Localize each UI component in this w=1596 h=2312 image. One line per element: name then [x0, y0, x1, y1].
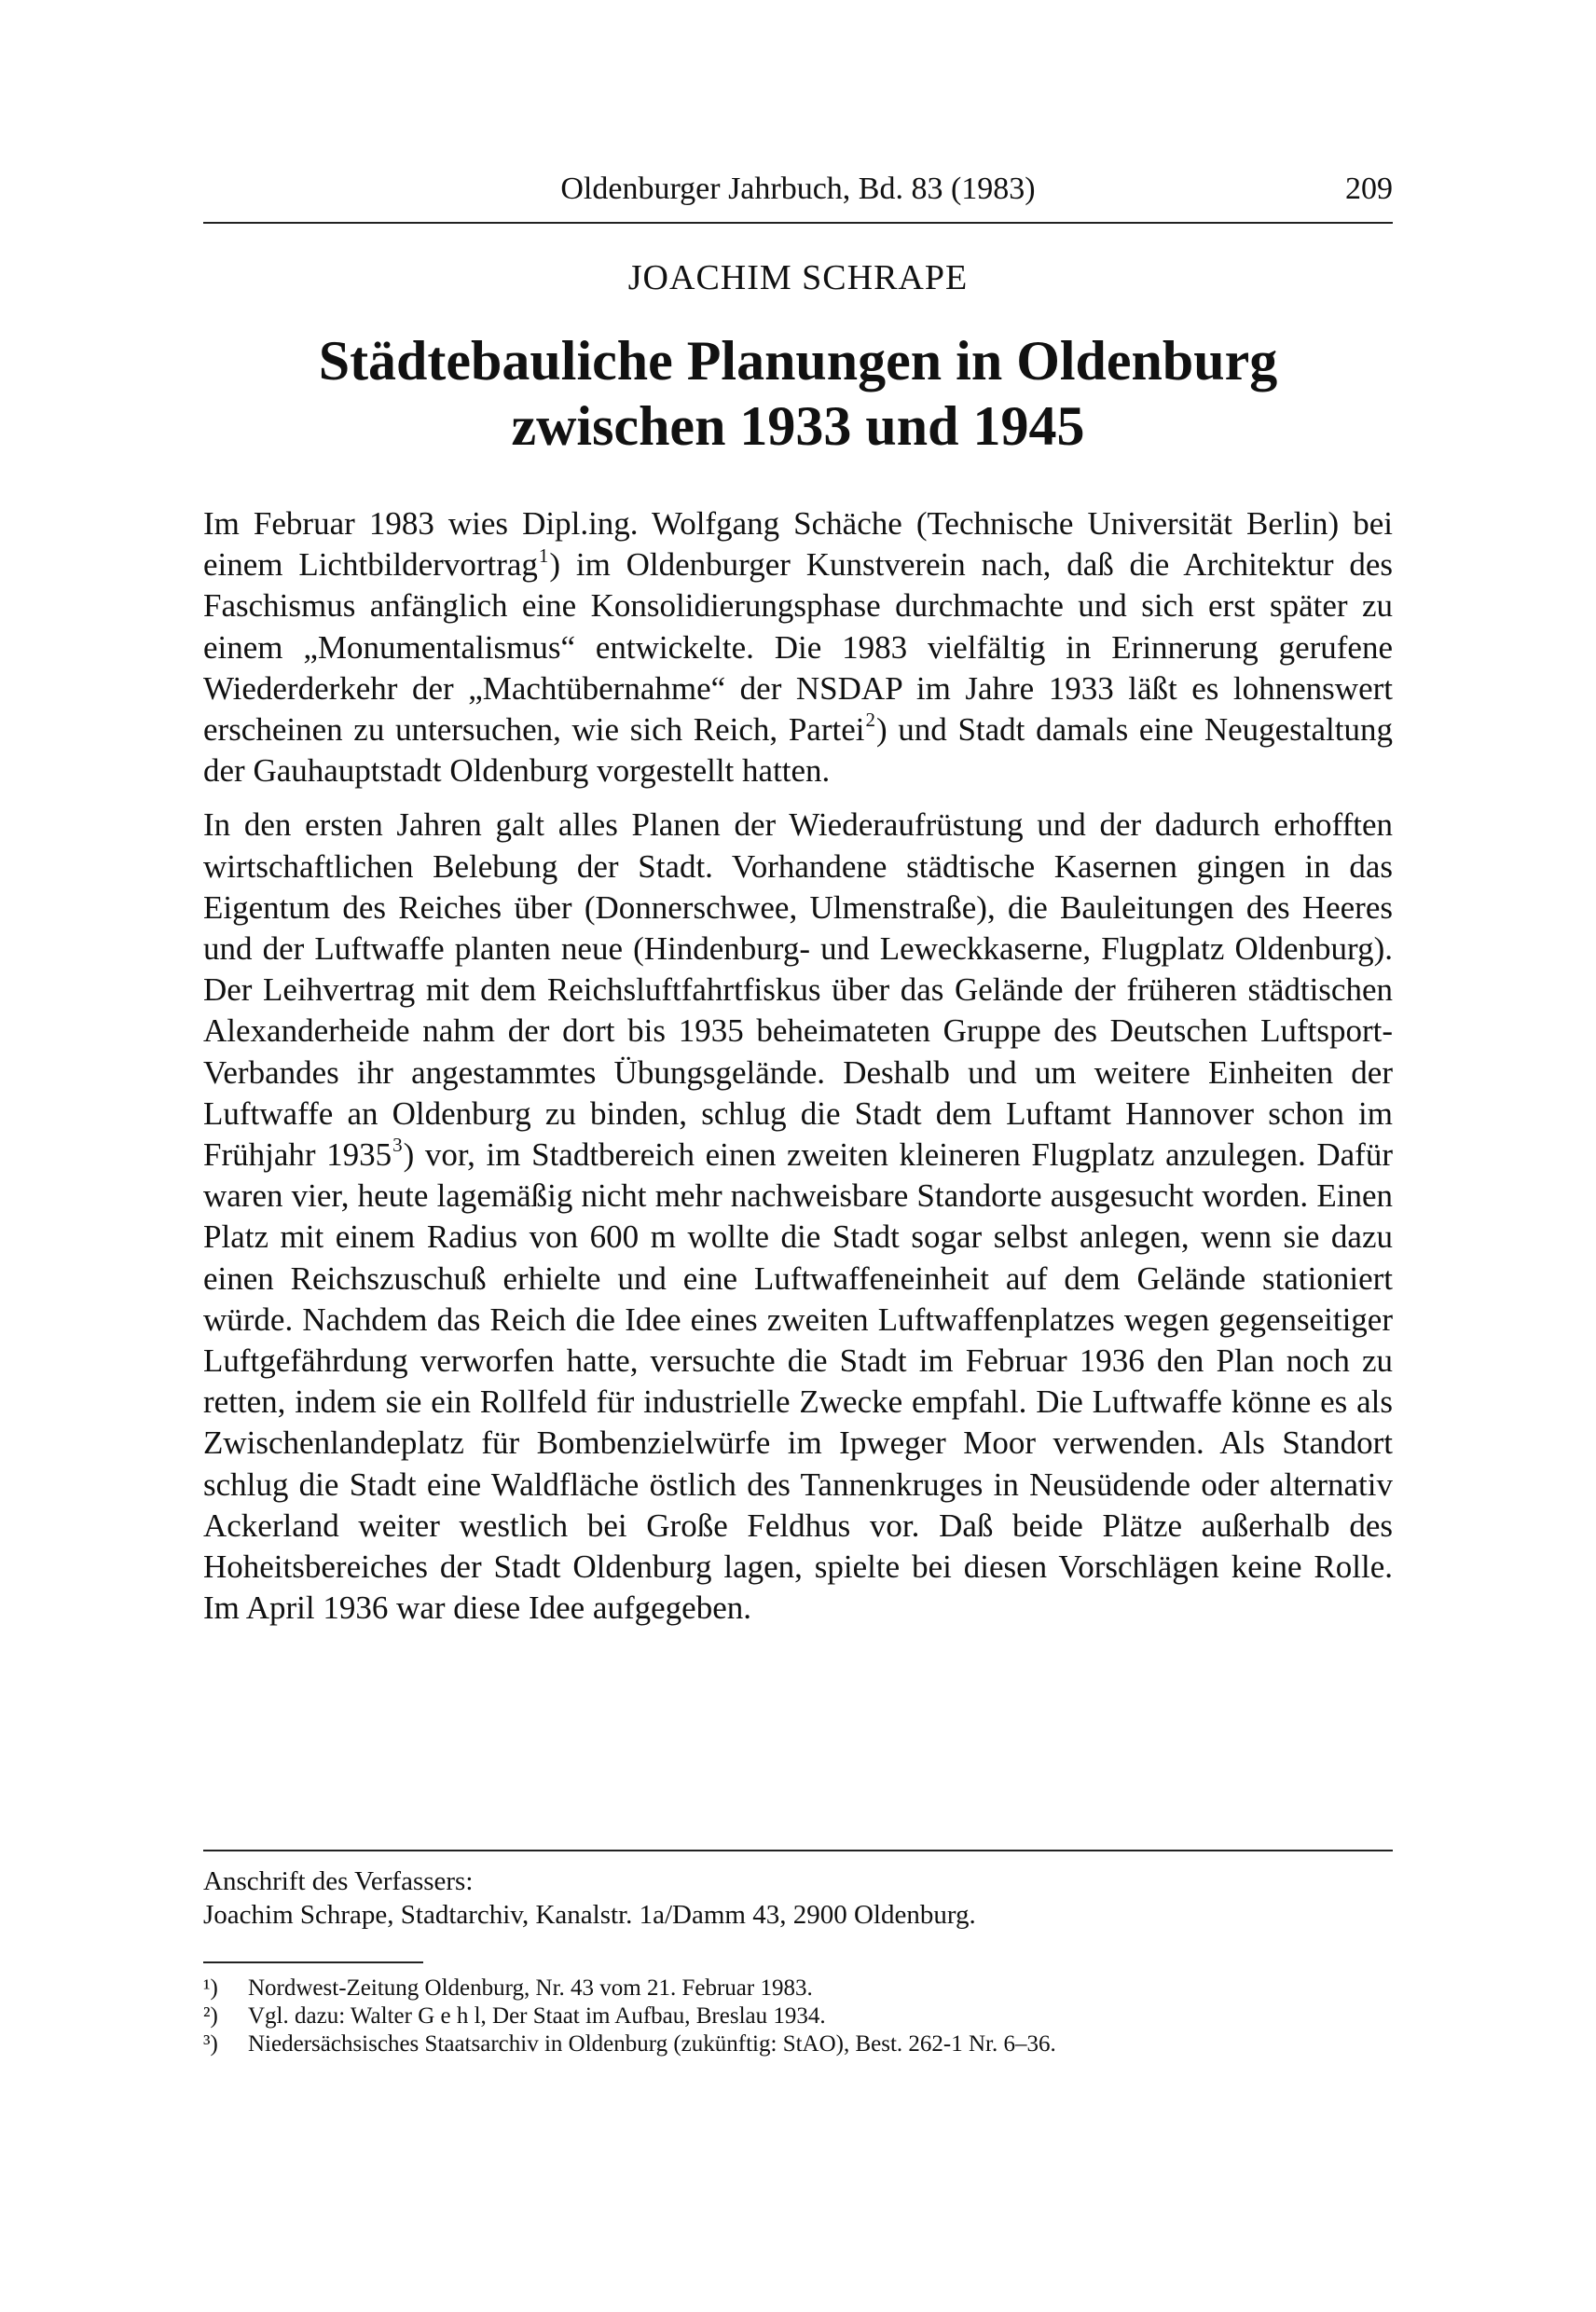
footnote-1: [203, 1975, 1393, 2002]
paragraph-1-text-c: ) und Stadt damals eine Neugestaltung der Gauhauptstadt Oldenburg vorgestellt hatten.: [203, 711, 1394, 790]
footnote-text: Nordwest-Zeitung Oldenburg, Nr. 43 vom 21. Februar 1983.: [248, 1975, 813, 2001]
footnotes: [203, 1975, 1393, 2058]
address-text: Joachim Schrape, Stadtarchiv, Kanalstr. 1a/Damm 43, 2900 Oldenburg.: [203, 1900, 976, 1930]
running-header: [203, 172, 1393, 213]
footnote-rule: [203, 1961, 423, 1963]
footnote-ref-3: 3: [392, 1134, 403, 1157]
paragraph-1-text-a: Im Februar 1983 wies Dipl.ing. Wolfgang Schäche (Technische Universität Berlin) bei einem Lichtbildervortrag: [203, 505, 1393, 584]
footnote-text: Niedersächsisches Staatsarchiv in Oldenburg (zukünftig: StAO), Best. 262-1 Nr. 6–36.: [248, 2031, 1056, 2057]
footnote-ref-2: 2: [865, 709, 875, 732]
title-line-1: Städtebauliche Planungen in Oldenburg: [318, 330, 1278, 392]
paragraph-2-text-a: In den ersten Jahren galt alles Planen der Wiederaufrüstung und der dadurch erhofften wirtschaftlichen Belebung der Stadt. Vorhandene städtische Kasernen gingen in das Eigentum des Reiches über (Donnerschwee, Ulmenstraße), die Bauleitungen des Heeres und der Luftwaffe planten neue (Hindenburg- und Leweckkaserne, Flugplatz Oldenburg). Der Leihvertrag mit dem Reichsluftfahrtfiskus über das Gelände der früheren städtischen Alexanderheide nahm der dort bis 1935 beheimateten Gruppe des Deutschen Luftsport-Verbandes ihr angestammtes Übungsgelände. Deshalb und um weitere Einheiten der Luftwaffe an Oldenburg zu binden, schlug die Stadt dem Luftamt Hannover schon im Frühjahr 1935: [203, 806, 1393, 1174]
address-label: Anschrift des Verfassers:: [203, 1866, 474, 1896]
address-rule: [203, 1850, 1393, 1851]
footnote-2: [203, 2002, 1393, 2030]
paragraph-2-text-b: ) vor, im Stadtbereich einen zweiten kleineren Flugplatz anzulegen. Dafür waren vier, heute lagemäßig nicht mehr nachweisbare Standorte ausgesucht worden. Einen Platz mit einem Radius von 600 m wollte die Stadt sogar selbst anlegen, wenn sie dazu einen Reichszuschuß erhielte und eine Luftwaffeneinheit auf dem Gelände stationiert würde. Nachdem das Reich die Idee eines zweiten Luftwaffenplatzes wegen gegenseitiger Luftgefährdung verworfen hatte, versuchte die Stadt im Februar 1936 den Plan noch zu retten, indem sie ein Rollfeld für industrielle Zwecke empfahl. Die Luftwaffe könne es als Zwischenlandeplatz für Bombenzielwürfe im Ipweger Moor verwenden. Als Standort schlug die Stadt eine Waldfläche östlich des Tannenkruges in Neusüdende oder alternativ Ackerland weiter westlich bei Große Feldhus vor. Daß beide Plätze außerhalb des Hoheitsbereiches der Stadt Oldenburg lagen, spielte bei diesen Vorschlägen keine Rolle. Im April 1936 war diese Idee aufgegeben.: [203, 1136, 1393, 1627]
footnote-marker: ¹): [203, 1975, 218, 2001]
footnote-ref-1: 1: [538, 544, 549, 567]
paragraph-2: [203, 805, 1393, 1629]
header-rule: [203, 222, 1393, 224]
article-title: [203, 328, 1393, 459]
author-name: JOACHIM SCHRAPE: [627, 258, 969, 297]
footnote-marker: ²): [203, 2003, 218, 2029]
journal-citation: Oldenburger Jahrbuch, Bd. 83 (1983): [560, 172, 1036, 206]
article-body: [203, 503, 1393, 1642]
footnote-3: [203, 2030, 1393, 2058]
footnote-text: Vgl. dazu: Walter G e h l, Der Staat im Aufbau, Breslau 1934.: [248, 2003, 826, 2029]
footnote-marker: ³): [203, 2031, 218, 2057]
author-address: [203, 1865, 1393, 1932]
paragraph-1-text-b: ) im Oldenburger Kunstverein nach, daß die Architektur des Faschismus anfänglich eine Konsolidierungsphase durchmachte und sich erst später zu einem „Monumentalismus“ entwickelte. Die 1983 vielfältig in Erinnerung gerufene Wiederderkehr der „Machtübernahme“ der NSDAP im Jahre 1933 läßt es lohnenswert erscheinen zu untersuchen, wie sich Reich, Partei: [203, 546, 1393, 749]
page-number: 209: [1345, 172, 1393, 206]
paragraph-1: [203, 503, 1393, 791]
title-line-2: zwischen 1933 und 1945: [511, 395, 1085, 457]
